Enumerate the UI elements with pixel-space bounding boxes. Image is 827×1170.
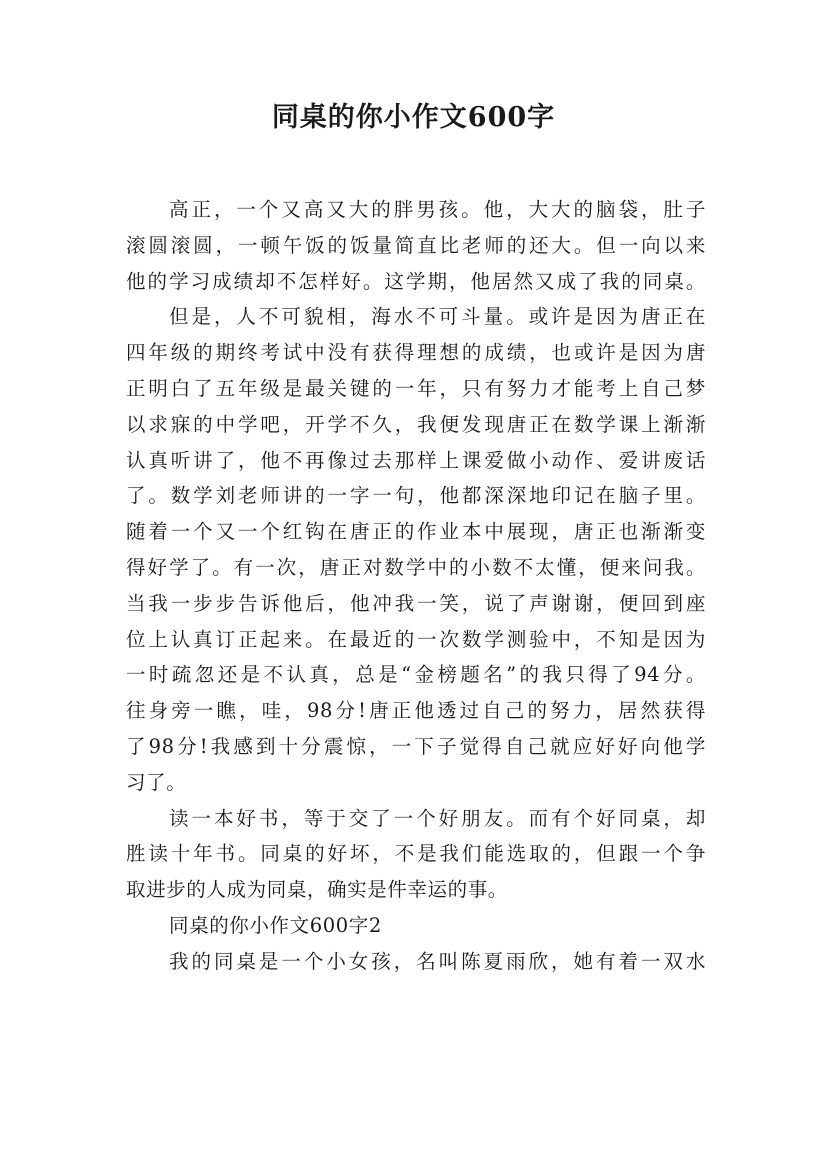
text-line: 滚圆滚圆，一顿午饭的饭量简直比老师的还大。但一向以来 (126, 233, 706, 257)
text-line: 读一本好书，等于交了一个好朋友。而有个好同桌，却 (169, 806, 706, 830)
text-line: 但是，人不可貌相，海水不可斗量。或许是因为唐正在 (169, 305, 706, 329)
text-line: 一时疏忽还是不认真，总是“金榜题名”的我只得了94分。 (126, 663, 706, 687)
text-line: 他的学习成绩却不怎样好。这学期，他居然又成了我的同桌。 (126, 269, 706, 293)
text-line: 高正，一个又高又大的胖男孩。他，大大的脑袋，肚子 (169, 198, 706, 221)
text-line: 当我一步步告诉他后，他冲我一笑，说了声谢谢，便回到座 (126, 591, 706, 615)
text-line: 了。数学刘老师讲的一字一句，他都深深地印记在脑子里。 (126, 484, 706, 508)
text-line: 正明白了五年级是最关键的一年，只有努力才能考上自己梦 (126, 376, 706, 400)
text-line: 以求寐的中学吧，开学不久，我便发现唐正在数学课上渐渐 (126, 412, 706, 436)
document-title: 同桌的你小作文600字 (271, 102, 556, 133)
text-line: 我的同桌是一个小女孩，名叫陈夏雨欣，她有着一双水 (169, 949, 706, 973)
text-line: 认真听讲了，他不再像过去那样上课爱做小动作、爱讲废话 (126, 448, 706, 472)
text-line: 位上认真订正起来。在最近的一次数学测验中，不知是因为 (126, 627, 706, 651)
text-line: 了98分!我感到十分震惊，一下子觉得自己就应好好向他学 (126, 734, 706, 758)
text-line: 随着一个又一个红钩在唐正的作业本中展现，唐正也渐渐变 (126, 520, 706, 544)
text-line: 往身旁一瞧，哇，98分!唐正他透过自己的努力，居然获得 (126, 699, 706, 723)
document-body (126, 192, 706, 980)
text-line: 习了。 (126, 770, 187, 794)
text-line: 四年级的期终考试中没有获得理想的成绩，也或许是因为唐 (126, 341, 706, 365)
text-line: 同桌的你小作文600字2 (169, 913, 382, 937)
text-line: 取进步的人成为同桌，确实是件幸运的事。 (126, 878, 508, 902)
text-line: 胜读十年书。同桌的好坏，不是我们能选取的，但跟一个争 (126, 842, 706, 866)
text-line: 得好学了。有一次，唐正对数学中的小数不太懂，便来问我。 (126, 555, 706, 579)
